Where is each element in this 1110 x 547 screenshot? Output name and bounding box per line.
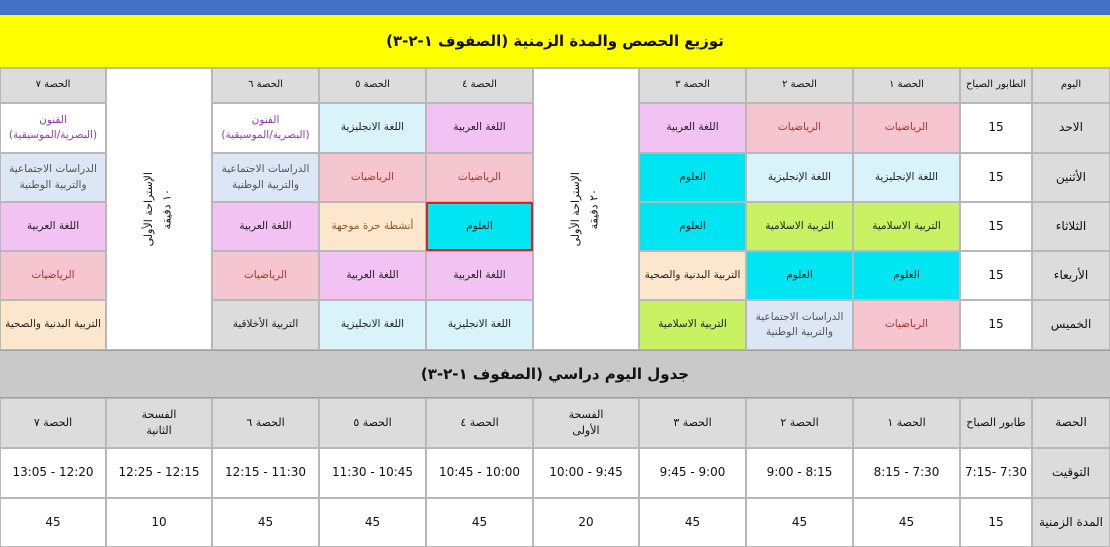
- row-5-period-4[interactable]: اللغة الانجليزية: [426, 300, 533, 350]
- timing-header-period-5: الحصة ٥: [319, 398, 426, 448]
- header-period-2: الحصة ٢: [746, 68, 853, 103]
- time-period-6: 12:15 - 11:30: [212, 448, 319, 498]
- row-1-period-2[interactable]: الرياضيات: [746, 103, 853, 153]
- duration-period-4: 45: [426, 498, 533, 547]
- break-1-label: الإستراحة الأولى: [569, 171, 583, 247]
- row-2-period-2[interactable]: اللغة الإنجليزية: [746, 153, 853, 202]
- title-distribution: توزيع الحصص والمدة الزمنية (الصفوف ١-٢-٣): [0, 15, 1110, 68]
- row-1-period-1[interactable]: الرياضيات: [853, 103, 960, 153]
- header-period-6: الحصة ٦: [212, 68, 319, 103]
- row-1-period-6-line-1: الفنون: [251, 113, 280, 126]
- row-1-period-5[interactable]: اللغة الانجليزية: [319, 103, 426, 153]
- time-period-2: 9:00 - 8:15: [746, 448, 853, 498]
- break-1-duration: ٢٠ دقيقة: [588, 188, 601, 230]
- duration-period-7: 45: [0, 498, 106, 547]
- time-period-3: 9:45 - 9:00: [639, 448, 746, 498]
- duration-row-label: المدة الزمنية: [1032, 498, 1110, 547]
- row-4-assembly: 15: [960, 251, 1032, 300]
- row-5-period-2-line-2: والتربية الوطنية: [765, 326, 834, 338]
- duration-break-2: 10: [106, 498, 212, 547]
- header-period-1: الحصة ١: [853, 68, 960, 103]
- row-3-period-5[interactable]: أنشطة حرة موجهة: [319, 202, 426, 251]
- row-3-period-7[interactable]: اللغة العربية: [0, 202, 106, 251]
- duration-break-1: 20: [533, 498, 639, 547]
- row-2-period-7[interactable]: [0, 153, 106, 202]
- row-4-period-6[interactable]: الرياضيات: [212, 251, 319, 300]
- row-1-period-6-line-2: (البصرية/الموسيقية): [221, 129, 310, 141]
- row-3-period-2[interactable]: التربية الاسلامية: [746, 202, 853, 251]
- row-2-period-1[interactable]: اللغة الإنجليزية: [853, 153, 960, 202]
- duration-assembly: 15: [960, 498, 1032, 547]
- top-band: [0, 0, 1110, 15]
- row-4-period-3[interactable]: التربية البدنية والصحية: [639, 251, 746, 300]
- timing-header-break-2-line-1: الفسحة: [141, 408, 177, 422]
- row-1-day: الاحد: [1032, 103, 1110, 153]
- time-period-5: 11:30 - 10:45: [319, 448, 426, 498]
- timing-header-break-2: [106, 398, 212, 448]
- row-2-period-6-line-1: الدراسات الاجتماعية: [221, 163, 310, 176]
- break-column-2: [106, 68, 212, 350]
- duration-period-2: 45: [746, 498, 853, 547]
- break-2-duration: ١٠ دقيقة: [161, 188, 174, 230]
- timing-header-break-1-line-2: الأولى: [572, 424, 600, 437]
- timing-header-period-6: الحصة ٦: [212, 398, 319, 448]
- timing-header-period-4: الحصة ٤: [426, 398, 533, 448]
- break-2-label: الإستراحة الأولى: [142, 171, 156, 247]
- header-period-7: الحصة ٧: [0, 68, 106, 103]
- row-1-period-3[interactable]: اللغة العربية: [639, 103, 746, 153]
- header-day: اليوم: [1032, 68, 1110, 103]
- row-5-period-2-line-1: الدراسات الاجتماعية: [755, 310, 844, 323]
- duration-period-3: 45: [639, 498, 746, 547]
- duration-period-6: 45: [212, 498, 319, 547]
- timing-header-period-2: الحصة ٢: [746, 398, 853, 448]
- time-break-2: 12:25 - 12:15: [106, 448, 212, 498]
- time-period-4: 10:45 - 10:00: [426, 448, 533, 498]
- timing-header-period-3: الحصة ٣: [639, 398, 746, 448]
- break-column-1: [533, 68, 639, 350]
- row-3-period-6[interactable]: اللغة العربية: [212, 202, 319, 251]
- row-2-period-7-line-2: والتربية الوطنية: [19, 178, 87, 191]
- row-2-period-7-line-1: الدراسات الاجتماعية: [9, 163, 97, 176]
- row-2-assembly: 15: [960, 153, 1032, 202]
- row-4-period-2[interactable]: العلوم: [746, 251, 853, 300]
- row-5-period-7[interactable]: التربية البدنية والصحية: [0, 300, 106, 350]
- row-4-period-1[interactable]: العلوم: [853, 251, 960, 300]
- header-assembly: الطابور الصباح: [960, 68, 1032, 103]
- row-4-day: الأربعاء: [1032, 251, 1110, 300]
- row-5-period-3[interactable]: التربية الاسلامية: [639, 300, 746, 350]
- row-2-period-6[interactable]: [212, 153, 319, 202]
- row-2-period-6-line-2: والتربية الوطنية: [231, 178, 300, 191]
- row-5-day: الخميس: [1032, 300, 1110, 350]
- row-1-period-6[interactable]: [212, 103, 319, 153]
- row-1-period-7-line-1: الفنون: [39, 113, 67, 126]
- row-3-day: الثلاثاء: [1032, 202, 1110, 251]
- row-3-period-4[interactable]: العلوم: [426, 202, 533, 251]
- row-4-period-4[interactable]: اللغة العربية: [426, 251, 533, 300]
- header-period-4: الحصة ٤: [426, 68, 533, 103]
- row-4-period-5[interactable]: اللغة العربية: [319, 251, 426, 300]
- title-daily-schedule: جدول اليوم دراسي (الصفوف ١-٢-٣): [0, 350, 1110, 398]
- row-5-assembly: 15: [960, 300, 1032, 350]
- row-4-period-7[interactable]: الرياضيات: [0, 251, 106, 300]
- row-2-period-3[interactable]: العلوم: [639, 153, 746, 202]
- timing-header-break-1-line-1: الفسحة: [568, 408, 604, 422]
- row-3-assembly: 15: [960, 202, 1032, 251]
- row-1-period-7[interactable]: [0, 103, 106, 153]
- header-period-3: الحصة ٣: [639, 68, 746, 103]
- timing-header-label: الحصة: [1032, 398, 1110, 448]
- row-1-period-4[interactable]: اللغة العربية: [426, 103, 533, 153]
- header-period-5: الحصة ٥: [319, 68, 426, 103]
- time-period-1: 8:15 - 7:30: [853, 448, 960, 498]
- row-2-period-4[interactable]: الرياضيات: [426, 153, 533, 202]
- time-assembly: 7:15- 7:30: [960, 448, 1032, 498]
- time-period-7: 13:05 - 12:20: [0, 448, 106, 498]
- timing-header-break-1: [533, 398, 639, 448]
- row-3-period-3[interactable]: العلوم: [639, 202, 746, 251]
- timing-row-label: التوقيت: [1032, 448, 1110, 498]
- row-1-assembly: 15: [960, 103, 1032, 153]
- time-break-1: 10:00 - 9:45: [533, 448, 639, 498]
- timing-header-period-1: الحصة ١: [853, 398, 960, 448]
- duration-period-5: 45: [319, 498, 426, 547]
- row-5-period-6[interactable]: التربية الأخلاقية: [212, 300, 319, 350]
- row-5-period-2[interactable]: [746, 300, 853, 350]
- row-1-period-7-line-2: (البصرية/الموسيقية): [8, 129, 98, 141]
- row-3-period-1[interactable]: التربية الاسلامية: [853, 202, 960, 251]
- timing-header-period-7: الحصة ٧: [0, 398, 106, 448]
- row-5-period-1[interactable]: الرياضيات: [853, 300, 960, 350]
- row-5-period-5[interactable]: اللغة الانجليزية: [319, 300, 426, 350]
- row-2-period-5[interactable]: الرياضيات: [319, 153, 426, 202]
- timing-header-break-2-line-2: الثانية: [146, 424, 172, 437]
- duration-period-1: 45: [853, 498, 960, 547]
- timing-header-assembly: طابور الصباح: [960, 398, 1032, 448]
- row-2-day: الأثنين: [1032, 153, 1110, 202]
